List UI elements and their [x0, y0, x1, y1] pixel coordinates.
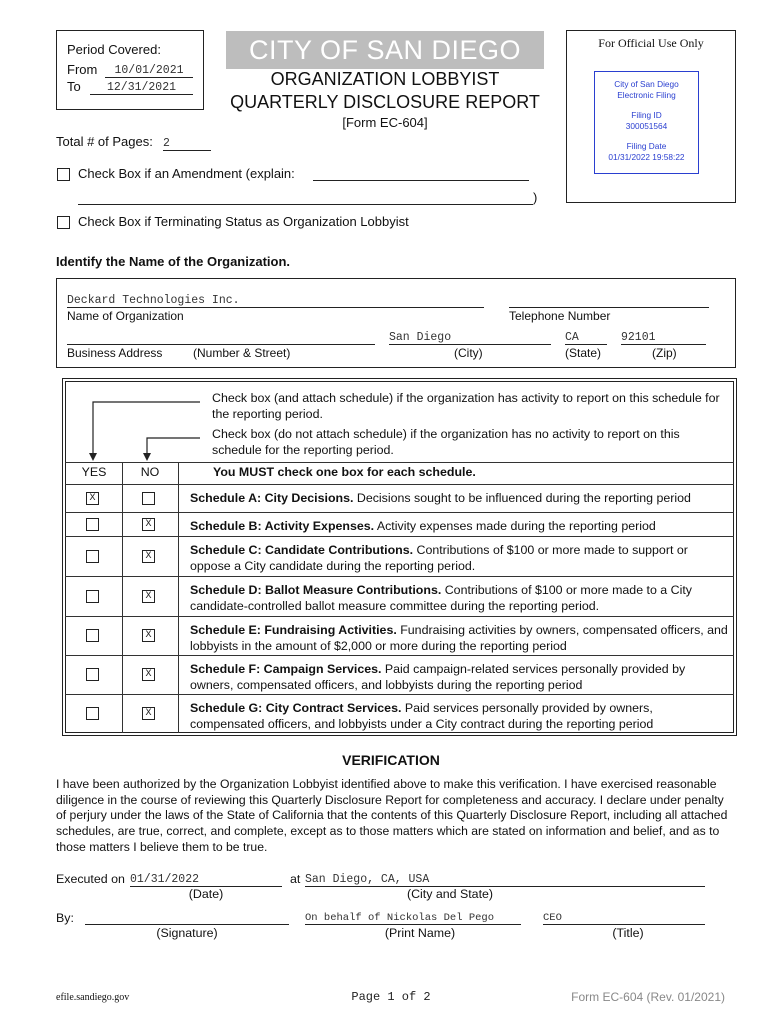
- schedule-title: Schedule G: City Contract Services.: [190, 701, 402, 715]
- filing-id-label: Filing ID: [631, 110, 662, 120]
- schedule-description: [190, 582, 730, 614]
- schedule-desc-text: Activity expenses made during the reporting period: [374, 519, 656, 533]
- schedule-title: Schedule C: Candidate Contributions.: [190, 543, 414, 557]
- schedule-title: Schedule A: City Decisions.: [190, 491, 354, 505]
- schedule-title: Schedule B: Activity Expenses.: [190, 519, 375, 533]
- state-label: (State): [565, 346, 602, 360]
- stamp-line1: City of San Diego: [614, 79, 679, 89]
- filing-date: 01/31/2022 19:58:22: [608, 152, 685, 162]
- schedule-title: Schedule D: Ballot Measure Contributions.: [190, 583, 442, 597]
- period-from-value: 10/01/2021: [105, 64, 193, 78]
- address-city: San Diego: [389, 331, 551, 345]
- terminating-label: Check Box if Terminating Status as Organization Lobbyist: [78, 214, 409, 229]
- schedule-desc-text: Contributions of $100 or more made to support or oppose a City candidate during the reporting period.: [190, 543, 688, 573]
- street-label: (Number & Street): [193, 346, 291, 360]
- organization-name-label: Name of Organization: [67, 309, 184, 323]
- schedule-description: [190, 700, 730, 732]
- footer-form-rev: Form EC-604 (Rev. 01/2021): [571, 990, 725, 1004]
- schedule-description: [190, 622, 730, 654]
- telephone-label: Telephone Number: [509, 309, 611, 323]
- schedule-no-checkbox[interactable]: [142, 492, 155, 505]
- must-check-note: You MUST check one box for each schedule.: [213, 465, 476, 479]
- no-column-header: NO: [140, 465, 160, 479]
- table-row: [65, 512, 734, 513]
- table-row: [65, 484, 734, 485]
- schedule-yes-checkbox[interactable]: X: [86, 492, 99, 505]
- filing-date-label: Filing Date: [626, 141, 667, 151]
- table-row: [65, 576, 734, 577]
- amendment-checkbox[interactable]: [57, 168, 70, 181]
- zip-label: (Zip): [652, 346, 677, 360]
- form-title-line1: ORGANIZATION LOBBYIST: [270, 69, 500, 89]
- instruction-yes: Check box (and attach schedule) if the organization has activity to report on this schedule for the reporting period.: [212, 391, 720, 421]
- schedule-no-checkbox[interactable]: X: [142, 629, 155, 642]
- organization-name: Deckard Technologies Inc.: [67, 294, 484, 308]
- form-number: [Form EC-604]: [342, 115, 428, 130]
- executed-date: 01/31/2022: [130, 873, 282, 887]
- schedule-no-checkbox[interactable]: X: [142, 590, 155, 603]
- print-name: On behalf of Nickolas Del Pego: [305, 912, 521, 925]
- executed-place: San Diego, CA, USA: [305, 873, 705, 887]
- schedule-description: [190, 518, 730, 534]
- place-label: (City and State): [406, 887, 494, 901]
- form-title-line2: QUARTERLY DISCLOSURE REPORT: [230, 92, 540, 112]
- city-label: (City): [454, 346, 483, 360]
- schedule-yes-checkbox[interactable]: [86, 668, 99, 681]
- schedule-no-checkbox[interactable]: X: [142, 518, 155, 531]
- table-row: [65, 694, 734, 695]
- executed-label: Executed on: [56, 872, 125, 886]
- period-title: Period Covered:: [67, 42, 161, 57]
- schedule-desc-text: Contributions of $100 or more made to a City candidate-controlled ballot measure committee during the reporting period.: [190, 583, 692, 613]
- telephone-number: [509, 294, 709, 308]
- schedule-description: [190, 490, 730, 506]
- city-banner: CITY OF SAN DIEGO: [226, 31, 544, 69]
- schedule-no-checkbox[interactable]: X: [142, 668, 155, 681]
- footer-site: efile.sandiego.gov: [56, 992, 130, 1003]
- no-arrow-head: [143, 453, 151, 461]
- total-pages-value: 2: [163, 137, 211, 151]
- verification-text: I have been authorized by the Organization Lobbyist identified above to make this verification. I have exercised reasonable diligence in the course of reviewing this Quarterly Disclosure Report for completeness and accuracy. I declare under penalty of perjury under the laws of the State of California that the contents of this Quarterly Disclosure Report, including all attached schedules, are true, correct, and complete, except as to those matters which are stated on information and belief, and as to those matters I believe them to be true.: [56, 777, 728, 854]
- schedule-desc-text: Paid campaign-related services personally provided by owners, compensated officers, and lobbyists during the reporting period: [190, 662, 686, 692]
- footer-page: Page 1 of 2: [351, 990, 431, 1004]
- schedule-no-checkbox[interactable]: X: [142, 550, 155, 563]
- address-zip: 92101: [621, 331, 706, 345]
- terminating-checkbox[interactable]: [57, 216, 70, 229]
- schedule-desc-text: Decisions sought to be influenced during the reporting period: [353, 491, 691, 505]
- schedule-yes-checkbox[interactable]: [86, 590, 99, 603]
- schedule-yes-checkbox[interactable]: [86, 707, 99, 720]
- schedule-desc-text: Paid services personally provided by owners, compensated officers, and lobbyists under a City contract during the reporting period: [190, 701, 654, 731]
- electronic-filing-stamp: [594, 71, 699, 174]
- table-row: [65, 655, 734, 656]
- street-address: [67, 331, 375, 345]
- header-row-line: [65, 462, 734, 463]
- schedule-yes-checkbox[interactable]: [86, 518, 99, 531]
- signer-title: CEO: [543, 912, 705, 925]
- by-label: By:: [56, 911, 74, 925]
- schedule-desc-text: Fundraising activities by owners, compensated officers, and lobbyists in the amount of $2,000 or more during the reporting period: [190, 623, 728, 653]
- business-address-label: Business Address: [67, 346, 163, 360]
- yes-arrow-head: [89, 453, 97, 461]
- schedule-title: Schedule E: Fundraising Activities.: [190, 623, 397, 637]
- period-to-value: 12/31/2021: [90, 81, 193, 95]
- table-row: [65, 536, 734, 537]
- col-divider-1: [122, 462, 123, 733]
- amendment-closing-paren: ): [533, 190, 538, 205]
- title-label: (Title): [612, 926, 644, 940]
- verification-heading: VERIFICATION: [342, 752, 440, 768]
- schedule-no-checkbox[interactable]: X: [142, 707, 155, 720]
- col-divider-2: [178, 462, 179, 733]
- yes-column-header: YES: [81, 465, 107, 479]
- total-pages-label: Total # of Pages:: [56, 134, 153, 149]
- amendment-explain-line1[interactable]: [313, 167, 529, 181]
- schedule-description: [190, 542, 730, 574]
- address-state: CA: [565, 331, 607, 345]
- at-label: at: [290, 872, 301, 886]
- signature-line[interactable]: [85, 911, 289, 925]
- filing-id: 300051564: [625, 121, 668, 131]
- schedule-yes-checkbox[interactable]: [86, 629, 99, 642]
- table-row: [65, 616, 734, 617]
- date-label: (Date): [188, 887, 224, 901]
- instruction-no: Check box (do not attach schedule) if the organization has no activity to report on this schedule for the reporting period.: [212, 427, 680, 457]
- instruction-arrows: [65, 381, 215, 463]
- schedule-yes-checkbox[interactable]: [86, 550, 99, 563]
- official-use-label: For Official Use Only: [598, 36, 704, 50]
- stamp-line2: Electronic Filing: [617, 90, 676, 100]
- schedule-description: [190, 661, 730, 693]
- schedule-title: Schedule F: Campaign Services.: [190, 662, 382, 676]
- amendment-explain-line2[interactable]: [78, 191, 533, 205]
- period-from-label: From: [67, 62, 98, 77]
- no-arrow-line: [147, 438, 200, 455]
- print-name-label: (Print Name): [384, 926, 456, 940]
- organization-heading: Identify the Name of the Organization.: [56, 254, 291, 269]
- amendment-label: Check Box if an Amendment (explain:: [78, 166, 295, 181]
- period-to-label: To: [67, 79, 81, 94]
- signature-label: (Signature): [156, 926, 218, 940]
